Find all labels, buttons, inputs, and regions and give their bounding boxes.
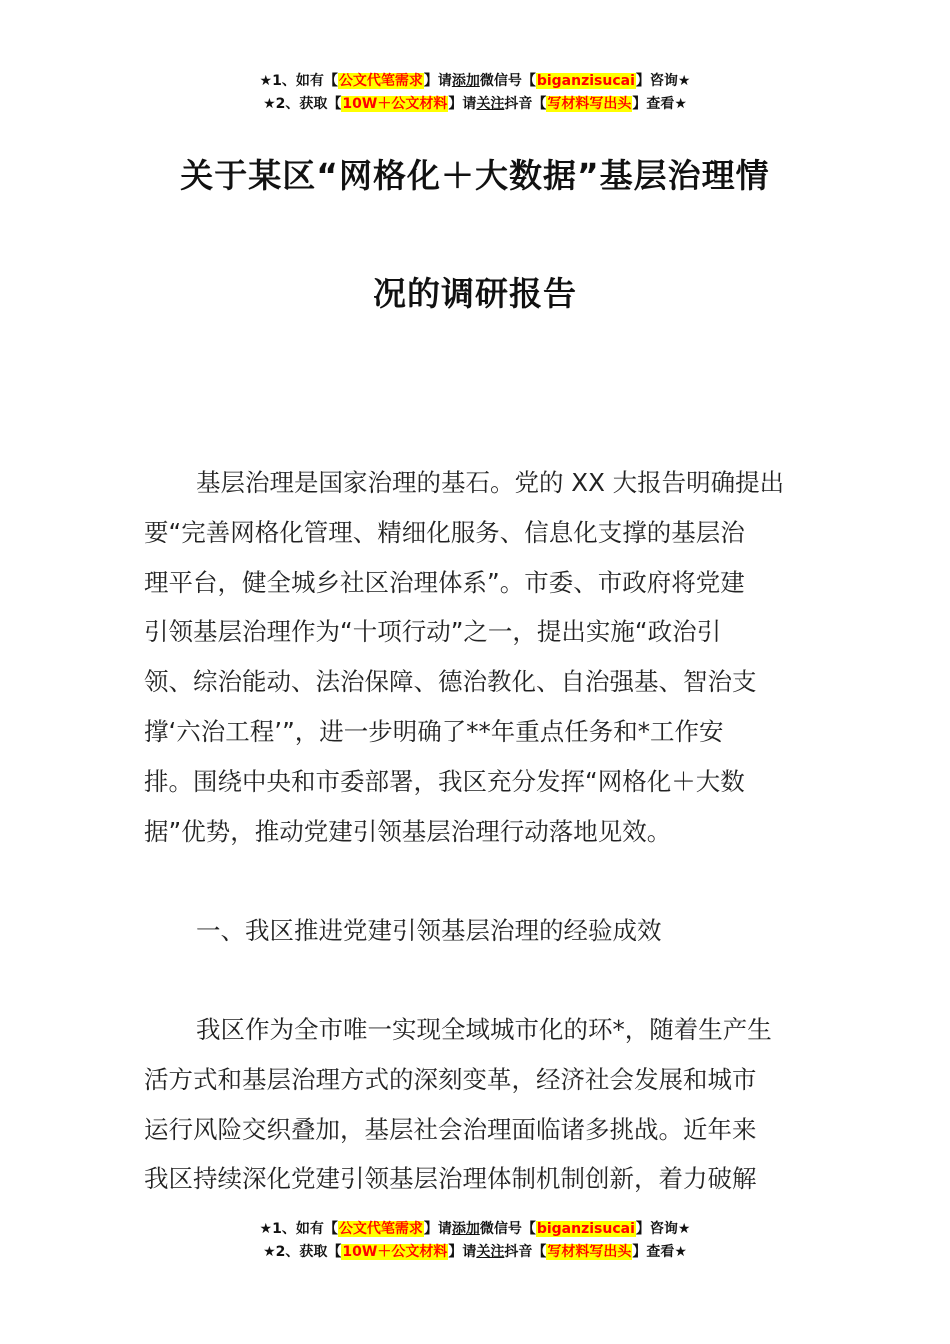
promo-text: 抖音【 [504, 96, 547, 112]
promo-text: ★2、获取【 [263, 1244, 342, 1260]
promo-text: 微信号【 [479, 73, 536, 89]
body-paragraph-2 [144, 1005, 814, 1204]
promo-text: 】咨询★ [635, 1221, 691, 1237]
promo-underlined-text: 添加 [451, 1221, 480, 1237]
section-heading-text: 一、我区推进党建引领基层治理的经验成效 [196, 916, 662, 945]
promo-highlight: 10W＋公文材料 [342, 1244, 448, 1260]
paragraph-line: 我区作为全市唯一实现全域城市化的环*，随着生产生 [196, 1015, 772, 1044]
paragraph-line: 引领基层治理作为“十项行动”之一，提出实施“政治引 [144, 617, 722, 647]
promo-line-1 [0, 1218, 950, 1241]
promo-text: ★1、如有【 [259, 1221, 338, 1237]
paragraph-line: 据”优势，推动党建引领基层治理行动落地见效。 [144, 816, 672, 846]
promo-text: 抖音【 [504, 1244, 547, 1260]
paragraph-line: 我区持续深化党建引领基层治理体制机制创新，着力破解 [144, 1164, 757, 1194]
promo-line-2 [0, 1241, 950, 1264]
paragraph-line: 理平台，健全城乡社区治理体系”。市委、市政府将党建 [144, 567, 745, 597]
promo-text: 】请 [423, 1221, 452, 1237]
promo-underlined-text: 关注 [476, 96, 505, 112]
body-paragraph-1 [144, 458, 814, 856]
section-heading [144, 906, 814, 956]
document-title-line-1: 关于某区“网格化＋大数据”基层治理情 [180, 156, 770, 195]
promo-text: ★2、获取【 [263, 96, 342, 112]
paragraph-line: 撑‘六治工程’”，进一步明确了**年重点任务和*工作安 [144, 716, 724, 746]
promo-highlight: 10W＋公文材料 [342, 96, 448, 112]
promo-wechat-id: biganzisucai [536, 73, 635, 89]
promo-highlight: 公文代笔需求 [338, 73, 423, 89]
promo-line-1 [0, 70, 950, 93]
promo-banner-top [0, 70, 950, 116]
promo-underlined-text: 添加 [451, 73, 480, 89]
paragraph-line: 运行风险交织叠加，基层社会治理面临诸多挑战。近年来 [144, 1114, 757, 1144]
promo-text: 】请 [448, 1244, 477, 1260]
promo-text: 】请 [423, 73, 452, 89]
paragraph-line: 领、综治能动、法治保障、德治教化、自治强基、智治支 [144, 667, 757, 697]
paragraph-line: 基层治理是国家治理的基石。党的 XX 大报告明确提出 [196, 468, 785, 497]
promo-text: 微信号【 [479, 1221, 536, 1237]
document-title-line-2: 况的调研报告 [373, 274, 577, 313]
promo-text: ★1、如有【 [259, 73, 338, 89]
paragraph-line: 排。围绕中央和市委部署，我区充分发挥“网格化＋大数 [144, 766, 745, 796]
promo-text: 】咨询★ [635, 73, 691, 89]
promo-underlined-text: 关注 [476, 1244, 505, 1260]
promo-banner-bottom [0, 1218, 950, 1264]
promo-text: 】请 [448, 96, 477, 112]
paragraph-line: 要“完善网格化管理、精细化服务、信息化支撑的基层治 [144, 517, 745, 547]
promo-highlight: 公文代笔需求 [338, 1221, 423, 1237]
promo-text: 】查看★ [632, 1244, 687, 1260]
promo-wechat-id: biganzisucai [536, 1221, 635, 1237]
paragraph-line: 活方式和基层治理方式的深刻变革，经济社会发展和城市 [144, 1064, 757, 1094]
promo-line-2 [0, 93, 950, 116]
promo-text: 】查看★ [632, 96, 687, 112]
promo-douyin-account: 写材料写出头 [547, 1244, 632, 1260]
promo-douyin-account: 写材料写出头 [547, 96, 632, 112]
